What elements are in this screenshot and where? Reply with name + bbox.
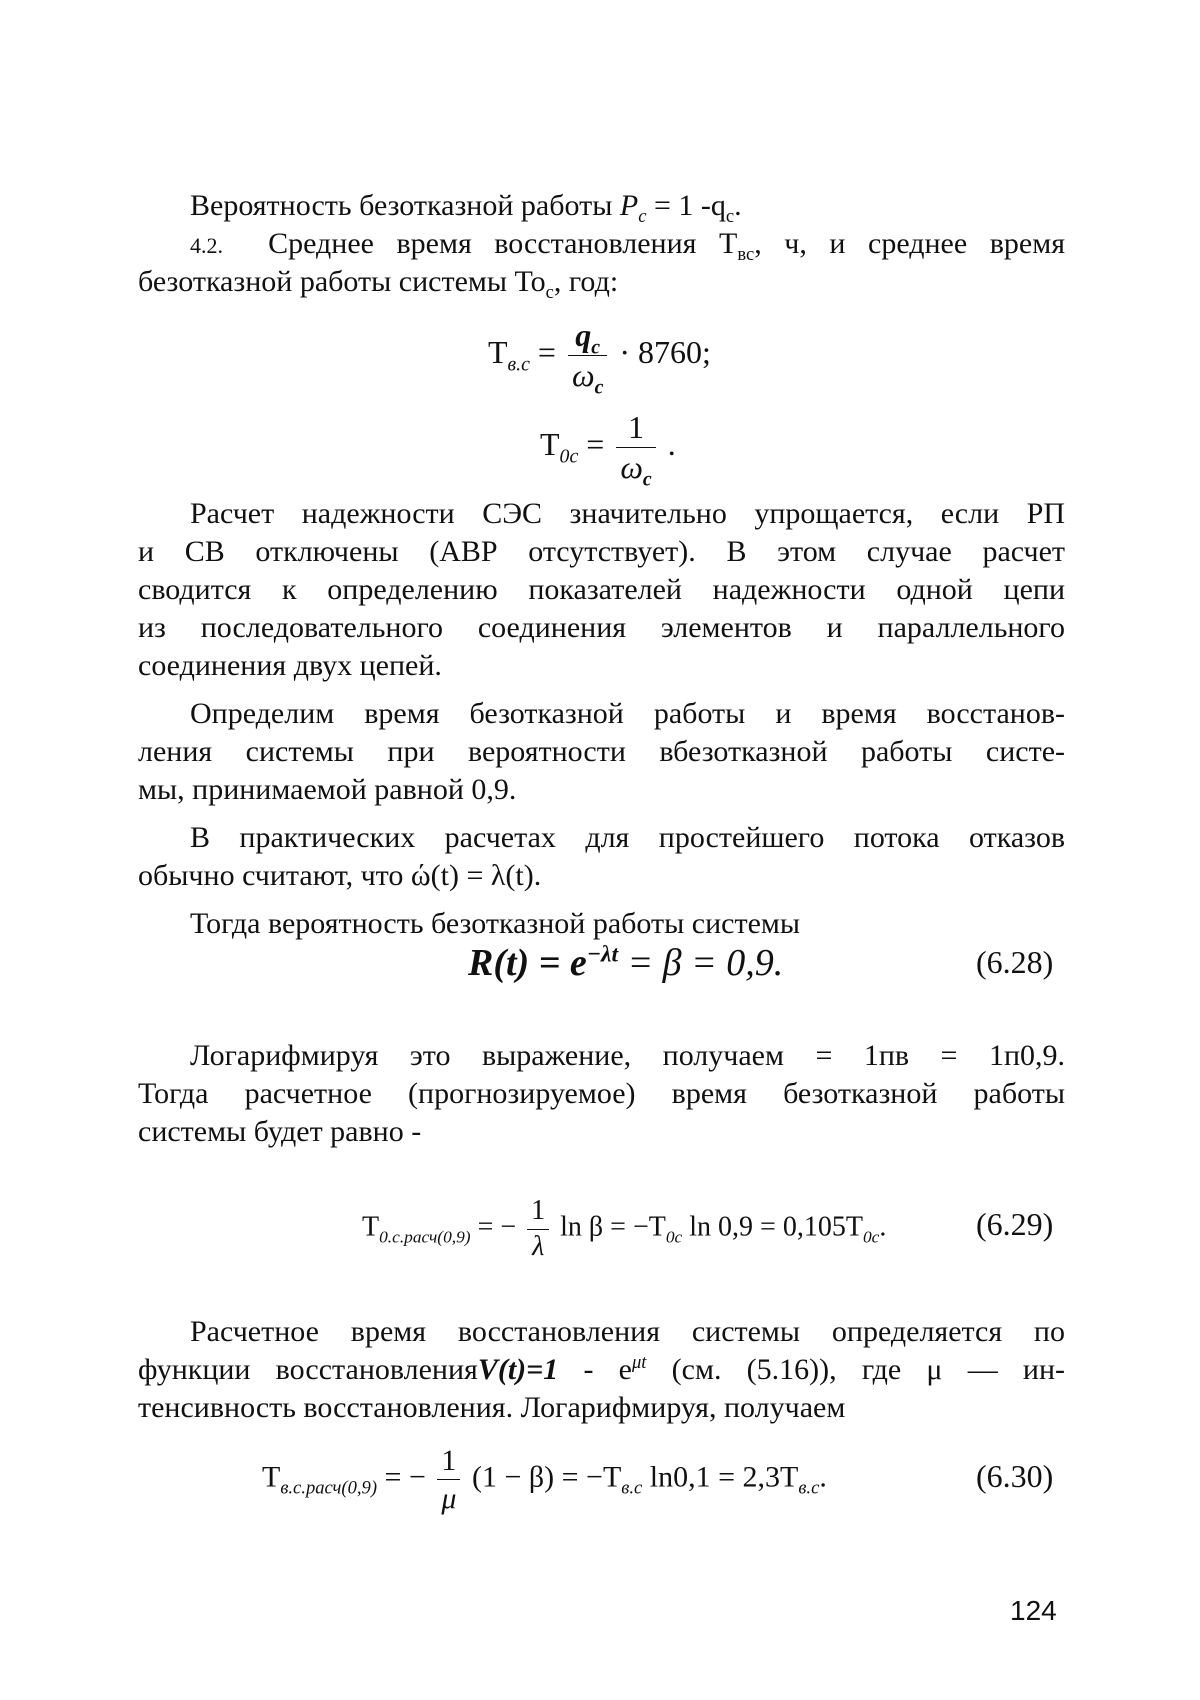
numerator: 1 bbox=[616, 410, 655, 448]
paragraph-3-line2: и СВ отключены (АВР отсутствует). В этом случае расчет bbox=[138, 535, 1065, 568]
sub: 0c bbox=[862, 1227, 880, 1247]
paragraph-8-line3: тенсивность восстановления. Логарифмируя, получаем bbox=[138, 1391, 846, 1424]
denominator: ω bbox=[620, 449, 643, 486]
formula-tail: · 8760; bbox=[619, 334, 711, 371]
symbol: Т bbox=[488, 334, 508, 371]
section-number: 4.2. bbox=[190, 233, 223, 258]
equals: = bbox=[537, 334, 564, 371]
formula-end: . bbox=[819, 1460, 827, 1494]
paragraph-4-line1: Определим время безотказной работы и время восстанов- bbox=[190, 697, 1065, 730]
paragraph-6-line1: Тогда вероятность безотказной работы системы bbox=[190, 907, 801, 940]
equals: = − bbox=[384, 1460, 426, 1494]
formula-tail: ln0,1 = 2,3Т bbox=[642, 1460, 799, 1494]
paragraph-4-line3: мы, принимаемой равной 0,9. bbox=[138, 773, 517, 806]
denominator: λ bbox=[532, 1230, 545, 1262]
fraction bbox=[616, 409, 655, 491]
text-span: = 1 -q bbox=[646, 189, 726, 222]
numerator: q bbox=[575, 317, 592, 353]
sub: в.с.расч(0,9) bbox=[280, 1477, 378, 1499]
denominator: ω bbox=[571, 357, 595, 394]
page-number: 124 bbox=[1010, 1595, 1057, 1626]
formula-6-28 bbox=[468, 941, 784, 984]
equation-number-6-29: (6.29) bbox=[976, 1206, 1054, 1242]
formula-tail: ln 0,9 = 0,105Т bbox=[682, 1211, 863, 1243]
fraction bbox=[568, 317, 607, 399]
denominator: μ bbox=[441, 1482, 457, 1515]
paragraph-7-line1: Логарифмируя это выражение, получаем = 1пв = 1п0,9. bbox=[190, 1039, 1065, 1072]
text-span: (см. (5.16)), где μ — ин- bbox=[646, 1353, 1065, 1386]
formula-restore-time bbox=[488, 317, 711, 399]
equals: = bbox=[586, 426, 613, 463]
fraction bbox=[527, 1196, 549, 1263]
sup: −λt bbox=[586, 941, 618, 968]
symbol: Т bbox=[362, 1211, 380, 1243]
var-p: P bbox=[619, 189, 639, 222]
sub: 0c bbox=[665, 1227, 683, 1247]
formula-6-29 bbox=[362, 1196, 886, 1263]
sub: в.с bbox=[798, 1477, 820, 1499]
formula-mid: (1 − β) = −Т bbox=[471, 1460, 622, 1494]
paragraph-section-4-2-line2 bbox=[138, 262, 1065, 302]
text-span: . bbox=[734, 189, 742, 222]
paragraph-5-line2: обычно считают, что ώ(t) = λ(t). bbox=[138, 859, 542, 892]
formula-main: R(t) = e bbox=[468, 942, 587, 984]
sub: c bbox=[594, 376, 604, 399]
text-span: - e bbox=[558, 1353, 632, 1386]
formula-inline: V(t)=1 bbox=[477, 1353, 559, 1386]
text-span: , год: bbox=[553, 265, 619, 298]
text-span: Среднее время восстановления Т bbox=[268, 227, 738, 260]
formula-tail: . bbox=[667, 426, 676, 463]
paragraph-8-line2 bbox=[138, 1350, 1065, 1390]
paragraph-8-line1: Расчетное время восстановления системы определяется по bbox=[190, 1315, 1065, 1348]
formula-end: . bbox=[879, 1211, 887, 1243]
text-span: , ч, и среднее время bbox=[754, 227, 1065, 260]
paragraph-section-4-2 bbox=[190, 224, 1065, 266]
sub: c bbox=[642, 468, 652, 491]
sup: μt bbox=[631, 1352, 647, 1373]
paragraph-5-line1: В практических расчетах для простейшего потока отказов bbox=[190, 821, 1065, 854]
numerator: 1 bbox=[527, 1196, 549, 1230]
paragraph-7-line2: Тогда расчетное (прогнозируемое) время безотказной работы bbox=[138, 1077, 1065, 1110]
paragraph-3-line4: из последовательного соединения элементов и параллельного bbox=[138, 611, 1065, 644]
symbol: Т bbox=[262, 1460, 281, 1494]
equals: = − bbox=[477, 1211, 517, 1243]
formula-mid: ln β = −Т bbox=[560, 1211, 666, 1243]
equation-number-6-30: (6.30) bbox=[976, 1458, 1054, 1494]
paragraph-3-line3: сводится к определению показателей надежности одной цепи bbox=[138, 573, 1065, 606]
sub: в.с bbox=[621, 1477, 643, 1499]
sub: 0.с.расч(0,9) bbox=[379, 1227, 471, 1247]
formula-tail: = β = 0,9. bbox=[618, 942, 784, 984]
paragraph-probability bbox=[190, 186, 1065, 226]
fraction bbox=[437, 1444, 460, 1515]
sub: с bbox=[545, 282, 554, 303]
formula-6-30 bbox=[262, 1444, 827, 1515]
numerator: 1 bbox=[437, 1444, 460, 1480]
sub: 0c bbox=[559, 445, 579, 468]
paragraph-3-line1: Расчет надежности СЭС значительно упрощается, если РП bbox=[190, 497, 1065, 530]
sub: c bbox=[591, 336, 601, 359]
formula-failure-free-time bbox=[540, 409, 676, 491]
paragraph-7-line3: системы будет равно - bbox=[138, 1115, 422, 1148]
sub: вс bbox=[737, 244, 755, 265]
sub: c bbox=[725, 206, 735, 227]
equation-number-6-28: (6.28) bbox=[976, 944, 1054, 980]
sub: в.с bbox=[507, 353, 530, 376]
paragraph-3-line5: соединения двух цепей. bbox=[138, 649, 442, 682]
text-span: Вероятность безотказной работы bbox=[190, 189, 620, 222]
paragraph-4-line2: ления системы при вероятности вбезотказной работы систе- bbox=[138, 735, 1065, 768]
text-span: безотказной работы системы То bbox=[138, 265, 546, 298]
text-span: функции восстановления bbox=[138, 1353, 478, 1386]
sub: c bbox=[638, 206, 647, 227]
symbol: Т bbox=[540, 426, 560, 463]
